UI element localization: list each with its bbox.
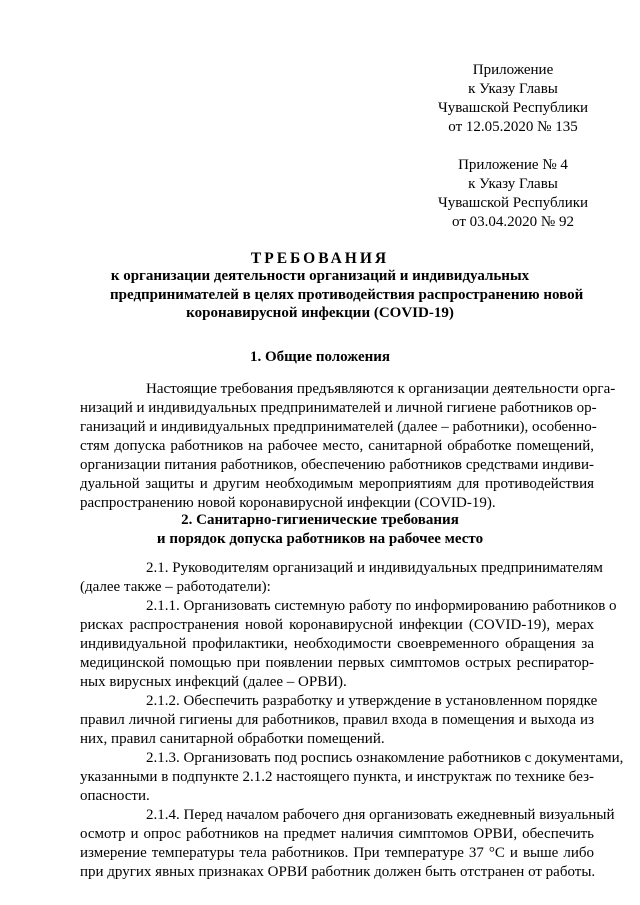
section-2-body (80, 559, 624, 882)
paragraph-line: индивидуальной профилактики, необходимости своевременного обращения за (80, 636, 594, 652)
paragraph-line: осмотр и опрос работников на предмет наличия симптомов ОРВИ, обеспечить (80, 826, 594, 842)
paragraph-line: ных вирусных инфекций (далее – ОРВИ). (80, 674, 347, 690)
section-2-heading-line: и порядок допуска работников на рабочее место (156, 531, 484, 547)
subtitle-line: к организации деятельности организаций и индивидуальных (110, 268, 530, 284)
paragraph-line: них, правил санитарной обработки помещений. (80, 731, 385, 747)
annex-original-line: от 03.04.2020 № 92 (452, 214, 574, 230)
paragraph-line: дуальной защиты и другим необходимым мероприятиям для противодействия (80, 476, 594, 492)
annex-current-line: Приложение (472, 62, 554, 78)
subtitle-line: коронавирусной инфекции (COVID-19) (186, 305, 454, 321)
document-subtitle (110, 267, 584, 323)
paragraph-line: измерение температуры тела работников. При температуре 37 °С и выше либо (80, 845, 594, 861)
annex-original-line: Приложение № 4 (458, 157, 568, 173)
paragraph-line: 2.1.4. Перед началом рабочего дня организовать ежедневный визуальный (146, 807, 615, 823)
paragraph-line: медицинской помощью при появлении первых симптомов острых респиратор- (80, 655, 594, 671)
paragraph-line: указанными в подпункте 2.1.2 настоящего пункта, и инструктаж по технике без- (80, 769, 594, 785)
document-title: ТРЕБОВАНИЯ (250, 250, 390, 267)
section-2-heading-line: 2. Санитарно-гигиенические требования (181, 512, 459, 528)
paragraph-line: распространению новой коронавирусной инфекции (COVID-19). (80, 495, 496, 511)
subtitle-line: предпринимателей в целях противодействия распространению новой (110, 286, 584, 303)
paragraph-line: стям допуска работников на рабочее место, санитарной обработке помещений, (80, 438, 594, 454)
section-1-paragraph (80, 380, 616, 513)
paragraph-line: Настоящие требования предъявляются к организации деятельности орга- (146, 381, 616, 397)
annex-original-line: Чувашской Республики (438, 195, 589, 211)
paragraph-line: (далее также – работодатели): (80, 579, 271, 595)
paragraph-line: 2.1.2. Обеспечить разработку и утверждение в установленном порядке (146, 693, 598, 709)
section-2-heading (100, 511, 540, 549)
paragraph-line: рисках распространения новой коронавирусной инфекции (COVID-19), мерах (80, 617, 594, 633)
paragraph-line: при других явных признаках ОРВИ работник должен быть отстранен от работы. (80, 864, 596, 880)
annex-original-line: к Указу Главы (468, 176, 558, 192)
paragraph-line: организации питания работников, обеспечению работников средствами индиви- (80, 457, 594, 473)
section-1-heading-text: 1. Общие положения (249, 349, 391, 365)
section-1-heading (100, 348, 540, 367)
annex-current-line: к Указу Главы (468, 81, 558, 97)
paragraph-line: 2.1. Руководителям организаций и индивидуальных предпринимателям (146, 560, 603, 576)
paragraph-line: опасности. (80, 788, 150, 804)
annex-original-block (438, 156, 588, 232)
paragraph-line: 2.1.1. Организовать системную работу по информированию работников о (146, 598, 617, 614)
annex-current-block (438, 61, 588, 137)
paragraph-line: 2.1.3. Организовать под роспись ознакомление работников с документами, (146, 750, 624, 766)
paragraph-line: низаций и индивидуальных предпринимателей и личной гигиене работников ор- (80, 400, 597, 416)
paragraph-line: правил личной гигиены для работников, правил входа в помещения и выхода из (80, 712, 594, 728)
annex-current-line: от 12.05.2020 № 135 (448, 119, 578, 135)
paragraph-line: ганизаций и индивидуальных предпринимателей (далее – работники), особенно- (80, 419, 597, 435)
annex-current-line: Чувашской Республики (438, 100, 589, 116)
